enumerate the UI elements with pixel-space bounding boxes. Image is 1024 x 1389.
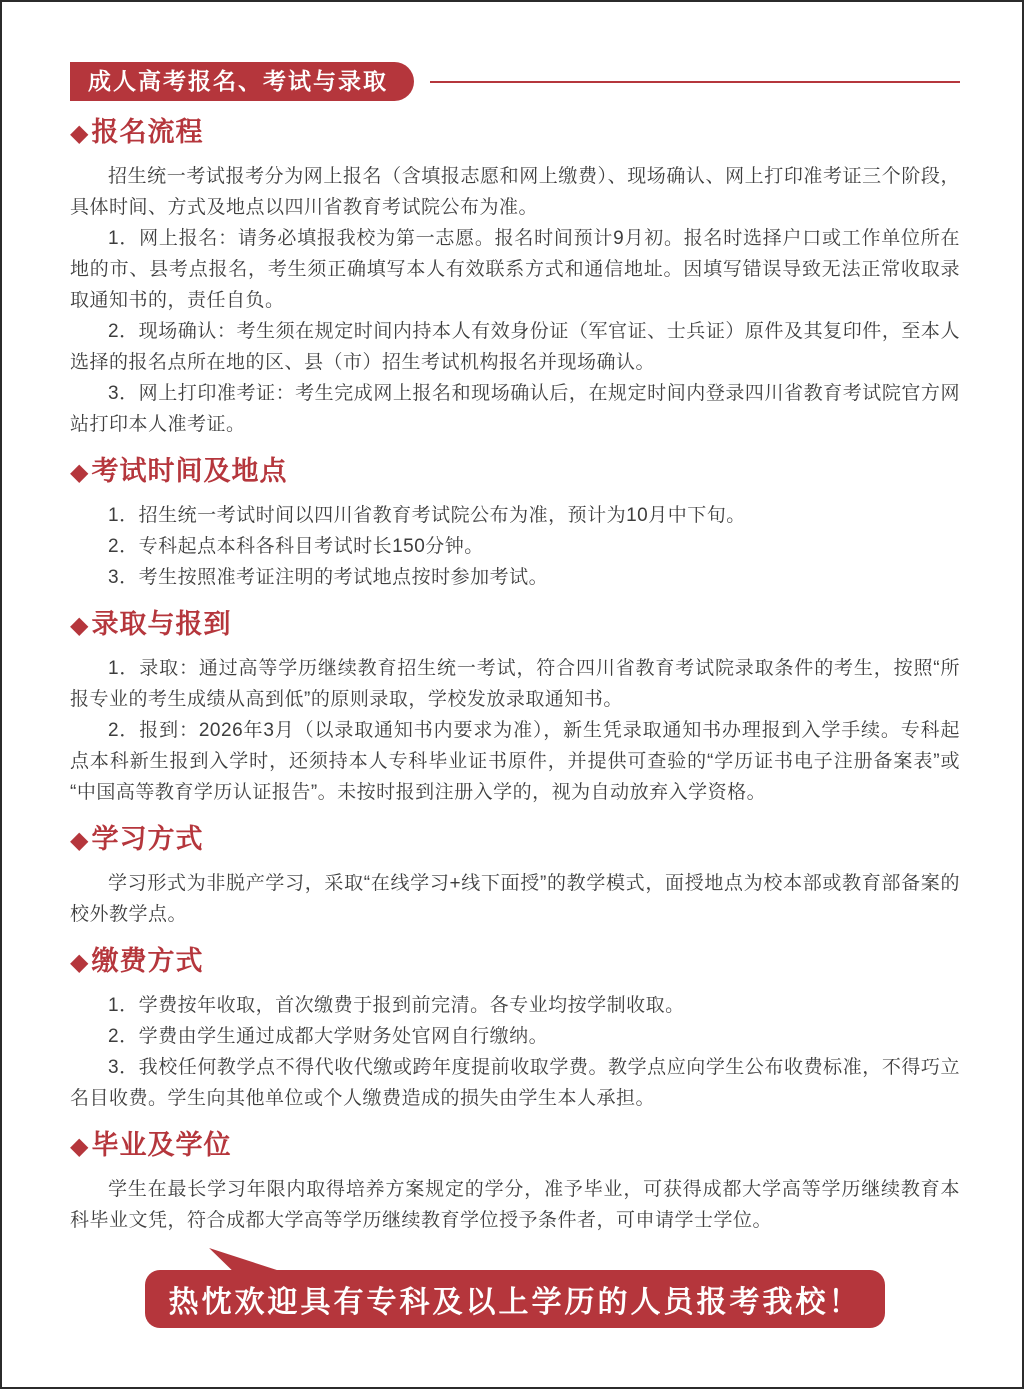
diamond-icon: ◆ — [70, 827, 90, 854]
numbered-item: 2．专科起点本科各科目考试时长150分钟。 — [108, 536, 484, 557]
section-graduation-degree — [70, 1130, 960, 1236]
section-title-text: 报名流程 — [91, 117, 204, 147]
welcome-banner-text: 热忱欢迎具有专科及以上学历的人员报考我校！ — [168, 1286, 862, 1319]
section-title — [70, 824, 960, 856]
page-header — [70, 62, 960, 101]
section-title — [70, 946, 960, 978]
paragraph: 学生在最长学习年限内取得培养方案规定的学分，准予毕业，可获得成都大学高等学历继续教育本科毕业文凭，符合成都大学高等学历继续教育学位授予条件者，可申请学士学位。 — [70, 1179, 960, 1231]
diamond-icon: ◆ — [70, 1133, 90, 1160]
header-badge — [70, 62, 414, 101]
numbered-item: 1．学费按年收取，首次缴费于报到前完清。各专业均按学制收取。 — [108, 995, 685, 1016]
numbered-item: 3．考生按照准考证注明的考试地点按时参加考试。 — [108, 567, 549, 588]
section-title — [70, 1130, 960, 1162]
section-title — [70, 609, 960, 641]
diamond-icon: ◆ — [70, 612, 90, 639]
numbered-item: 3．网上打印准考证：考生完成网上报名和现场确认后，在规定时间内登录四川省教育考试院官方网站打印本人准考证。 — [70, 383, 960, 435]
header-badge-label: 成人高考报名、考试与录取 — [88, 68, 388, 94]
section-admission-enrollment — [70, 609, 960, 808]
numbered-item: 2．报到：2026年3月（以录取通知书内要求为准），新生凭录取通知书办理报到入学手续。专科起点本科新生报到入学时，还须持本人专科毕业证书原件，并提供可查验的“学历证书电子注册备案表”或“中国高等教育学历认证报告”。未按时报到注册入学的，视为自动放弃入学资格。 — [70, 720, 960, 803]
section-title — [70, 456, 960, 488]
numbered-item: 2．学费由学生通过成都大学财务处官网自行缴纳。 — [108, 1026, 549, 1047]
section-exam-time-location — [70, 456, 960, 593]
section-registration-process — [70, 117, 960, 440]
numbered-item: 1．网上报名：请务必填报我校为第一志愿。报名时间预计9月初。报名时选择户口或工作单位所在地的市、县考点报名，考生须正确填写本人有效联系方式和通信地址。因填写错误导致无法正常收取录取通知书的，责任自负。 — [70, 228, 960, 311]
numbered-item: 2．现场确认：考生须在规定时间内持本人有效身份证（军官证、士兵证）原件及其复印件，至本人选择的报名点所在地的区、县（市）招生考试机构报名并现场确认。 — [70, 321, 960, 373]
diamond-icon: ◆ — [70, 120, 90, 147]
header-rule-line — [430, 81, 960, 83]
numbered-item: 1．录取：通过高等学历继续教育招生统一考试，符合四川省教育考试院录取条件的考生，按照“所报专业的考生成绩从高到低”的原则录取，学校发放录取通知书。 — [70, 658, 960, 710]
section-study-mode — [70, 824, 960, 930]
paragraph: 学习形式为非脱产学习，采取“在线学习+线下面授”的教学模式，面授地点为校本部或教育部备案的校外教学点。 — [70, 873, 960, 925]
section-title-text: 录取与报到 — [91, 609, 232, 639]
diamond-icon: ◆ — [70, 949, 90, 976]
section-payment-method — [70, 946, 960, 1114]
section-title-text: 学习方式 — [91, 824, 204, 854]
numbered-item: 1．招生统一考试时间以四川省教育考试院公布为准，预计为10月中下旬。 — [108, 505, 746, 526]
section-title-text: 毕业及学位 — [91, 1130, 232, 1160]
section-title — [70, 117, 960, 149]
numbered-item: 3．我校任何教学点不得代收代缴或跨年度提前收取学费。教学点应向学生公布收费标准，不得巧立名目收费。学生向其他单位或个人缴费造成的损失由学生本人承担。 — [70, 1057, 960, 1109]
welcome-banner — [145, 1270, 885, 1328]
section-title-text: 缴费方式 — [91, 946, 204, 976]
diamond-icon: ◆ — [70, 459, 90, 486]
section-title-text: 考试时间及地点 — [91, 456, 288, 486]
banner-tail-shape — [195, 1248, 283, 1272]
paragraph: 招生统一考试报考分为网上报名（含填报志愿和网上缴费）、现场确认、网上打印准考证三个阶段，具体时间、方式及地点以四川省教育考试院公布为准。 — [70, 166, 960, 218]
